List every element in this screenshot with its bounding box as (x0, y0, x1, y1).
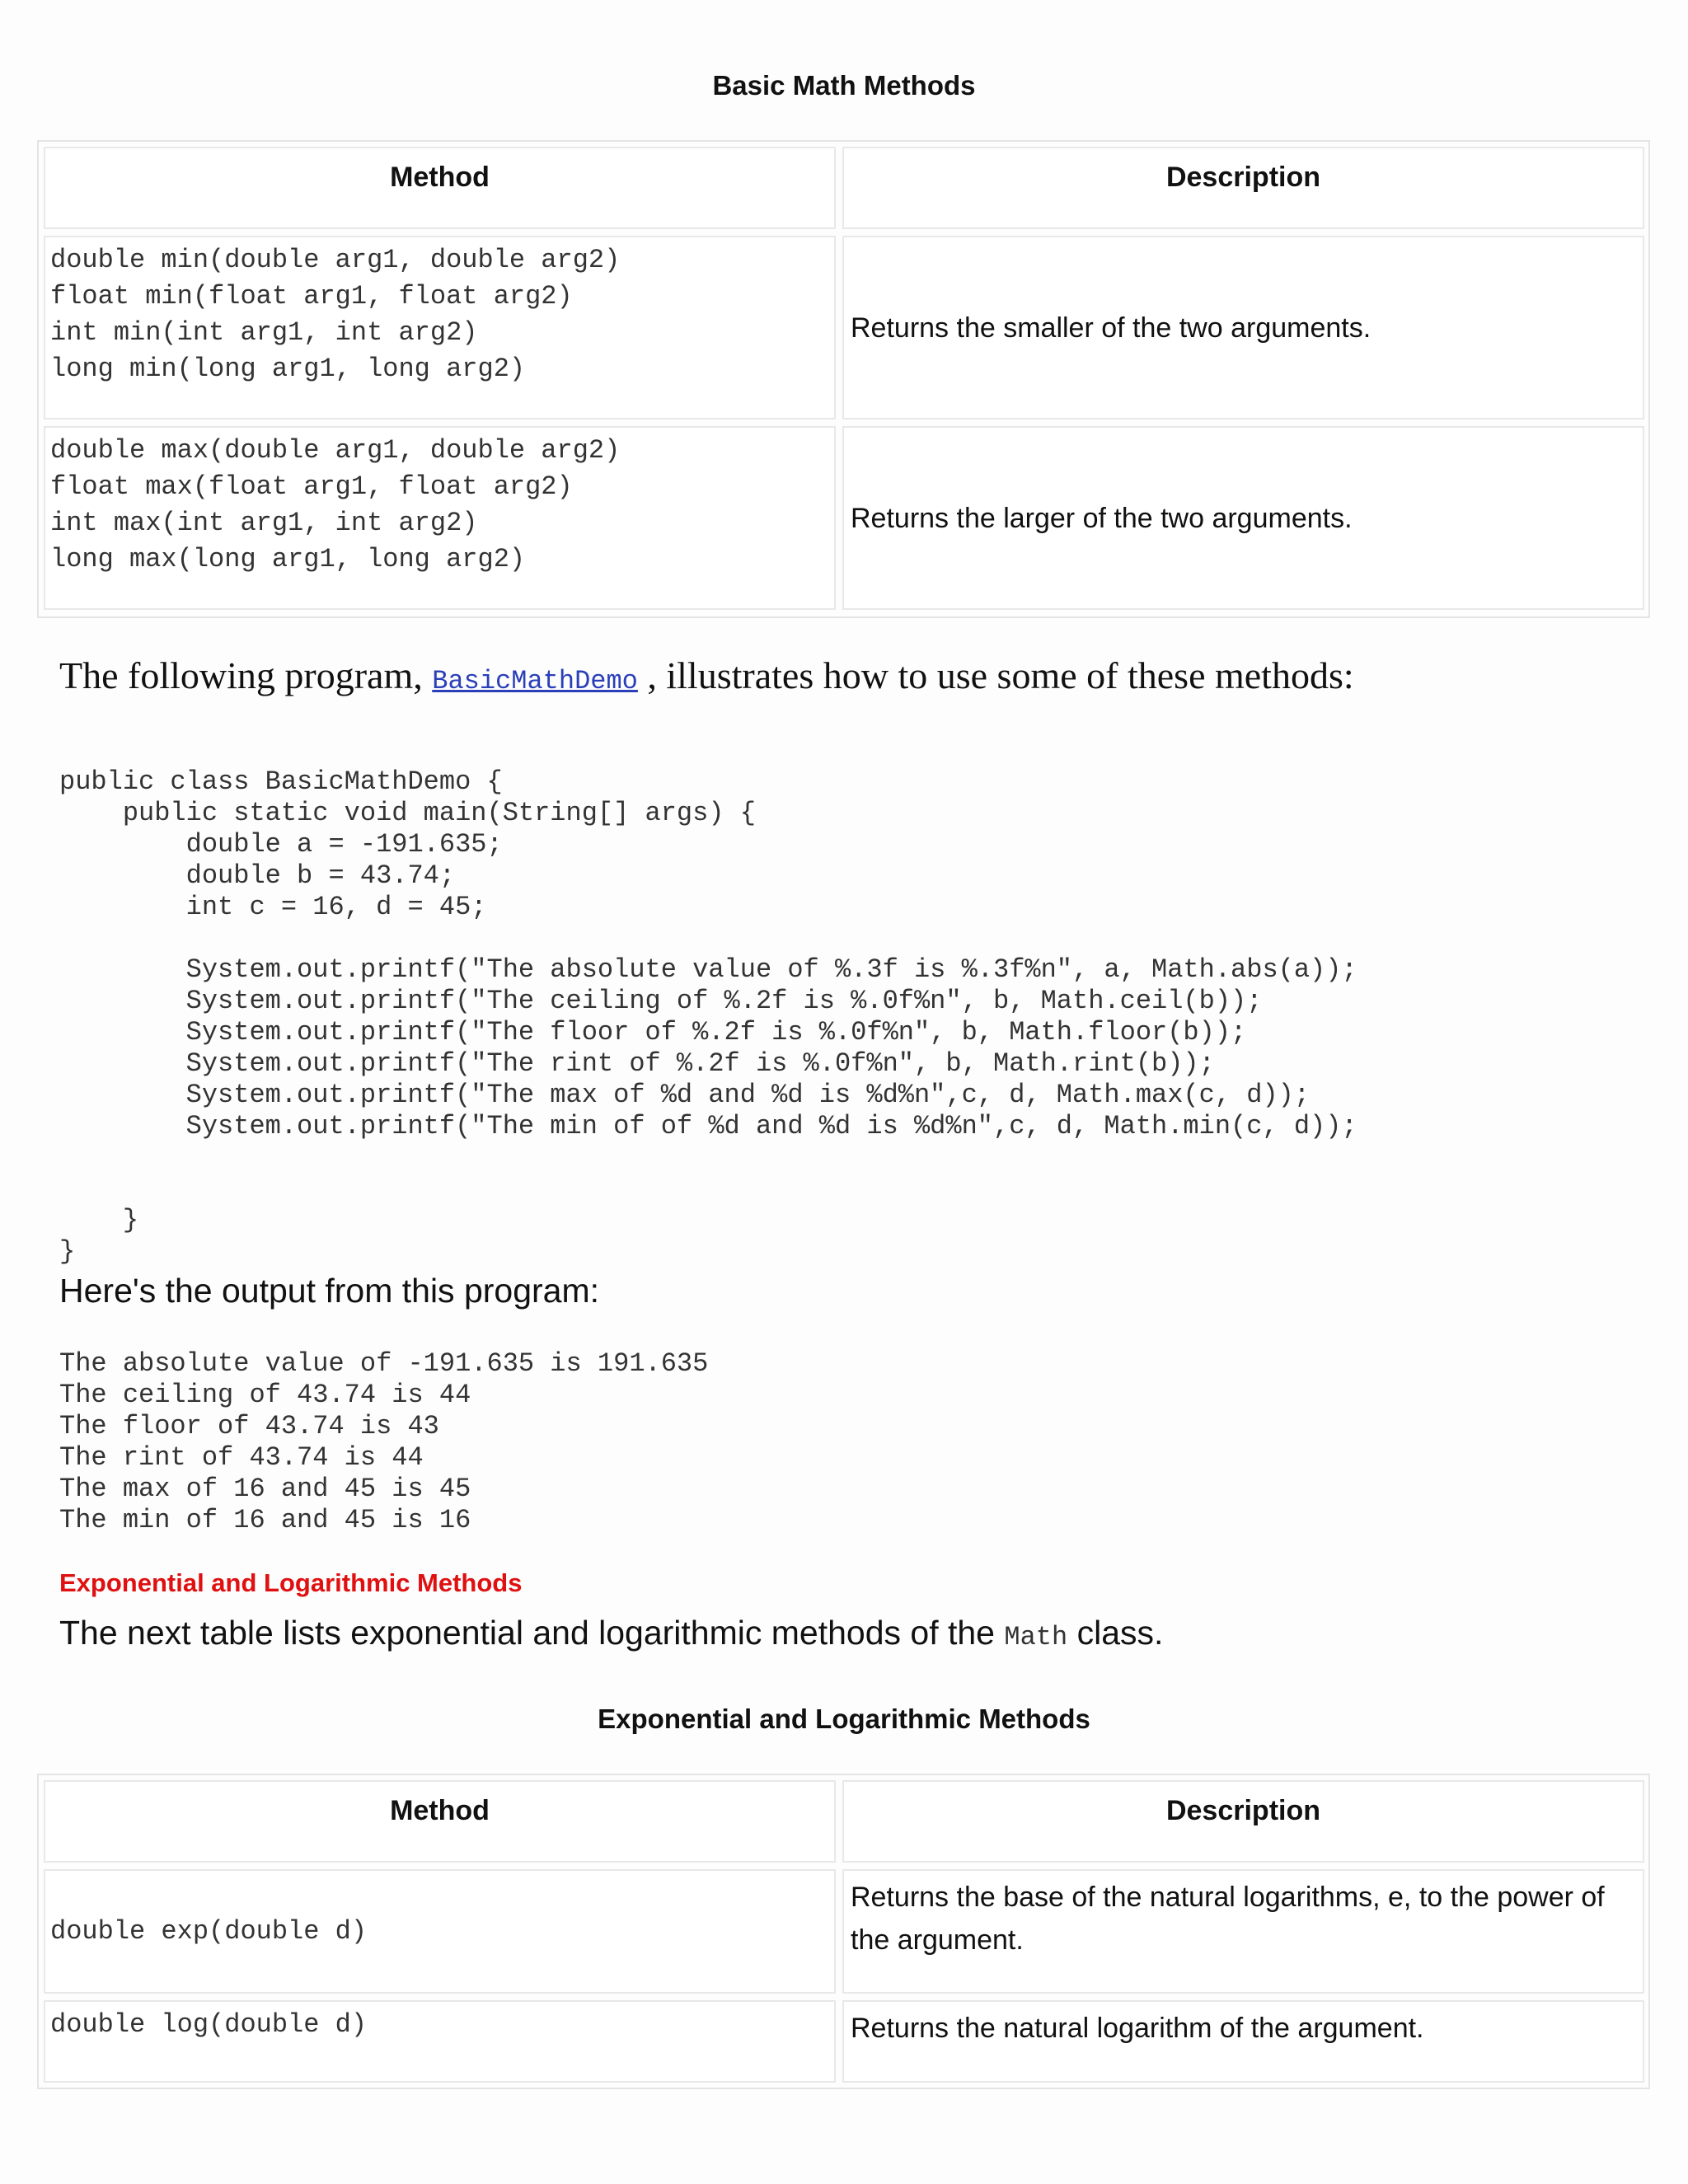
output-intro: Here's the output from this program: (59, 1272, 599, 1310)
basic-math-table (37, 140, 1650, 618)
program-intro (59, 654, 1354, 697)
table-header-description: Description (842, 147, 1644, 229)
description-text: Returns the base of the natural logarithms, e, to the power of the argument. (851, 1882, 1605, 1956)
basicmathdemo-link[interactable]: BasicMathDemo (432, 666, 638, 696)
table-header-method: Method (44, 147, 836, 229)
description-text: Returns the natural logarithm of the argument. (851, 2013, 1424, 2044)
program-intro-text: , illustrates how to use some of these methods: (637, 654, 1354, 696)
program-intro-text: The following program, (59, 654, 433, 696)
description-text: Returns the larger of the two arguments. (851, 502, 1353, 534)
math-class-code: Math (1004, 1622, 1068, 1652)
program-code-block: public class BasicMathDemo { public static void main(String[] args) { double a = -191.635; double b = 43.74; int c = 16, d = 45; System.out.printf("The absolute value of %.3f is %.3f%n", a, Math.abs(a)); System.out.printf("The ceiling of %.2f is %.0f%n", b, Math.ceil(b)); System.out.printf("The floor of %.2f is %.0f%n", b, Math.floor(b)); System.out.printf("The rint of %.2f is %.0f%n", b, Math.rint(b)); System.out.printf("The max of %d and %d is %d%n",c, d, Math.max(c, d)); System.out.printf("The min of of %d and %d is %d%n",c, d, Math.min(c, d)); } } (59, 766, 1357, 1267)
table-caption: Exponential and Logarithmic Methods (598, 1704, 1090, 1734)
table-row-method-cell: double log(double d) (44, 2000, 836, 2083)
section-heading: Exponential and Logarithmic Methods (59, 1568, 523, 1597)
description-text: Returns the smaller of the two arguments. (851, 312, 1372, 344)
table-row-description-cell (842, 426, 1644, 610)
exp-log-table (37, 1774, 1650, 2089)
program-output-block: The absolute value of -191.635 is 191.635 The ceiling of 43.74 is 44 The floor of 43.74 is 43 The rint of 43.74 is 44 The max of 16 and 45 is 45 The min of 16 and 45 is 16 (59, 1348, 709, 1535)
table-header-method: Method (44, 1780, 836, 1863)
table-row-description-cell (842, 2000, 1644, 2083)
section-intro-text: The next table lists exponential and logarithmic methods of the (59, 1614, 1005, 1652)
table-caption: Basic Math Methods (712, 70, 976, 101)
table-row-method-cell: double max(double arg1, double arg2) float max(float arg1, float arg2) int max(int arg1, int arg2) long max(long arg1, long arg2) (44, 426, 836, 610)
table-header-description: Description (842, 1780, 1644, 1863)
table-row-method-cell: double min(double arg1, double arg2) float min(float arg1, float arg2) int min(int arg1, int arg2) long min(long arg1, long arg2) (44, 236, 836, 419)
table-row-method-cell: double exp(double d) (44, 1869, 836, 1994)
table-row-description-cell (842, 1869, 1644, 1994)
table-row-description-cell (842, 236, 1644, 419)
section-intro (59, 1614, 1163, 1652)
section-intro-text: class. (1067, 1614, 1164, 1652)
